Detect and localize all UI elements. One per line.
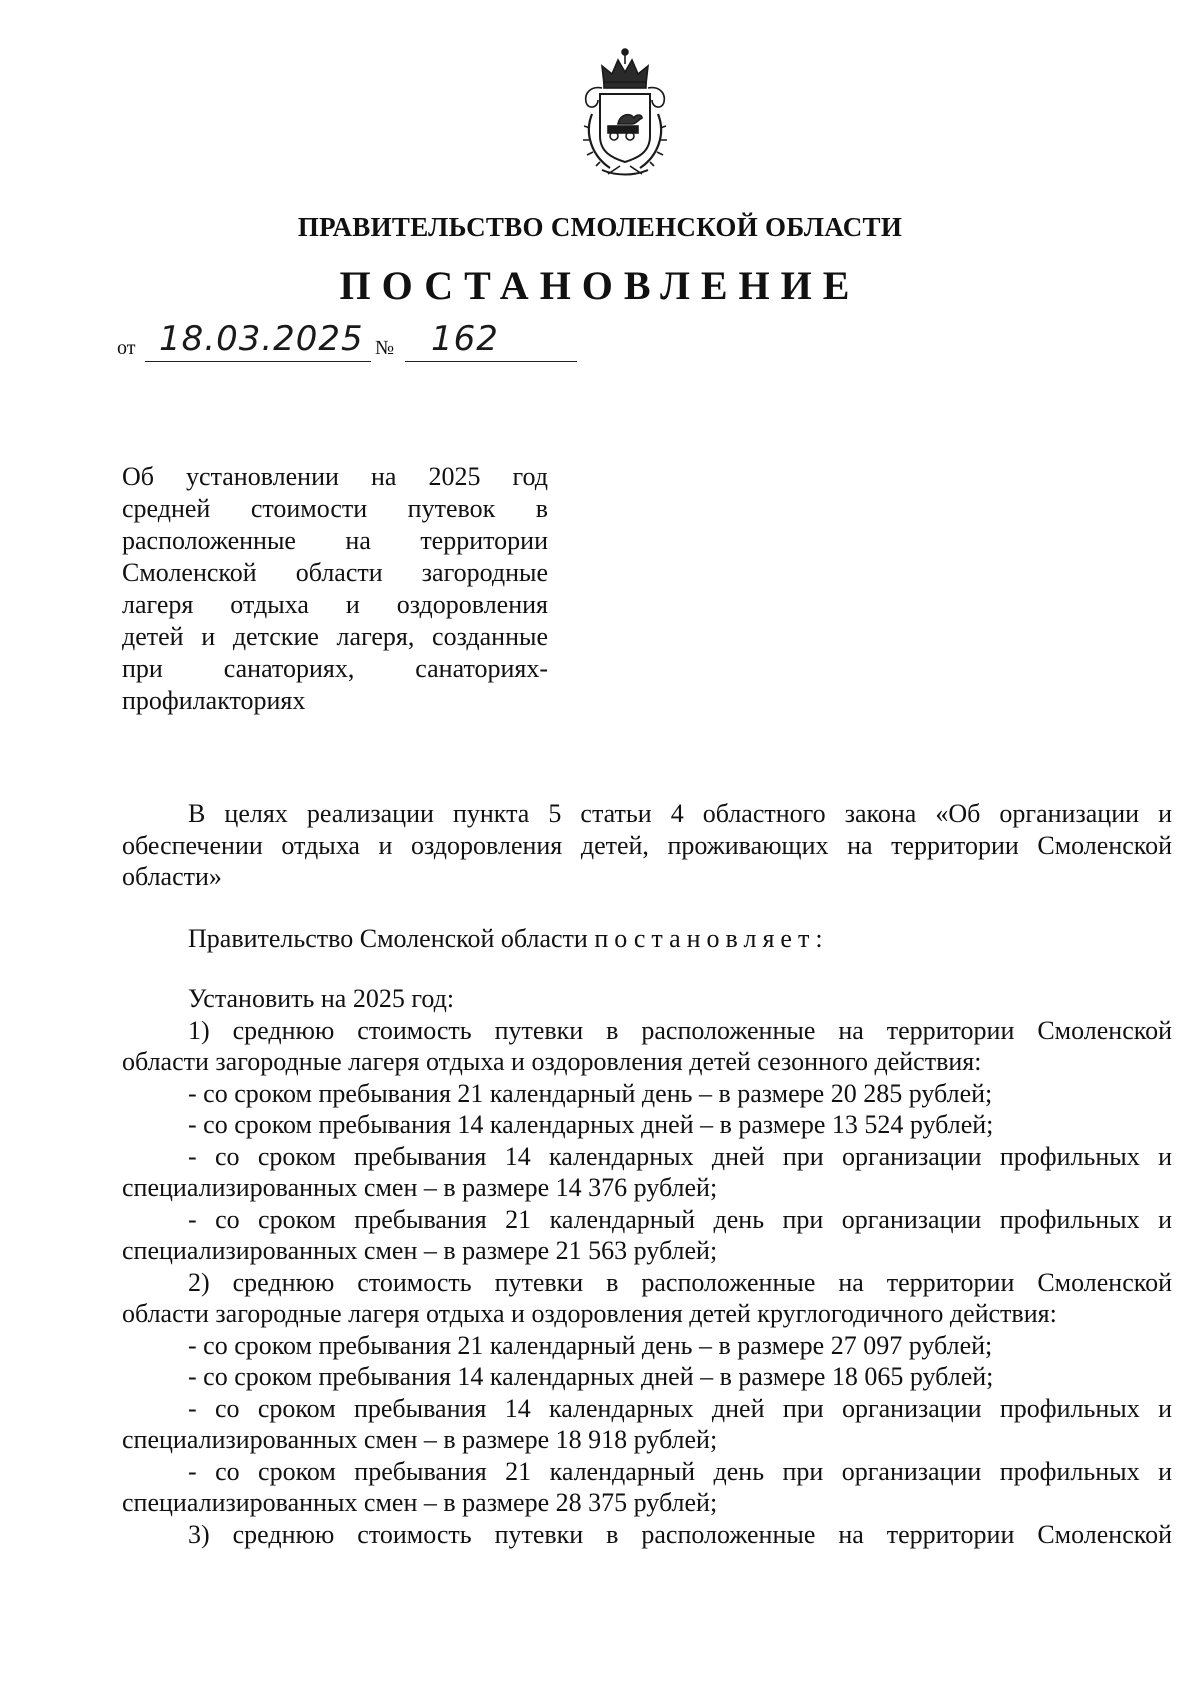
document-subject — [122, 461, 548, 717]
date-label: от — [117, 337, 136, 359]
subject-line: средней стоимости путевок в — [122, 494, 548, 523]
organization-title: ПРАВИТЕЛЬСТВО СМОЛЕНСКОЙ ОБЛАСТИ — [297, 212, 903, 242]
date-number-line — [117, 319, 577, 366]
text-line: специализированных смен – в размере 18 918 рублей; — [122, 1425, 718, 1454]
subject-line: детей и детские лагеря, созданные — [122, 622, 548, 651]
text-line: 1) среднюю стоимость путевки в расположенные на территории Смоленской — [188, 1015, 1172, 1045]
text-line: 2) среднюю стоимость путевки в расположенные на территории Смоленской — [188, 1267, 1172, 1297]
text-line: - со сроком пребывания 14 календарных дней – в размере 13 524 рублей; — [188, 1110, 994, 1139]
coat-of-arms-emblem — [562, 44, 688, 184]
text-line: области» — [122, 862, 222, 891]
subject-line: профилакториях — [122, 686, 306, 715]
document-body — [122, 798, 1172, 1550]
text-line: - со сроком пребывания 21 календарный день – в размере 20 285 рублей; — [188, 1078, 993, 1108]
document-type-title: ПОСТАНОВЛЕНИЕ — [339, 263, 861, 308]
text-line: 3) среднюю стоимость путевки в расположенные на территории Смоленской — [188, 1519, 1172, 1549]
number-label: № — [375, 337, 395, 359]
subject-line: лагеря отдыха и оздоровления — [122, 590, 548, 619]
number-value: 162 — [431, 319, 499, 359]
resolves-prefix: Правительство Смоленской области — [188, 923, 588, 953]
subject-line: при санаториях, санаториях- — [122, 654, 548, 683]
text-line: области загородные лагеря отдыха и оздоровления детей сезонного действия: — [122, 1047, 982, 1076]
number-field — [405, 321, 577, 362]
resolves-paragraph — [122, 923, 1172, 955]
preamble-paragraph — [122, 798, 1172, 893]
subject-line: Смоленской области загородные — [122, 558, 548, 587]
subject-line: Об установлении на 2025 год — [122, 462, 548, 491]
text-line: обеспечении отдыха и оздоровления детей, проживающих на территории Смоленской — [122, 830, 1172, 860]
date-value: 18.03.2025 — [159, 319, 364, 359]
text-line: Установить на 2025 год: — [188, 984, 455, 1013]
text-line: области загородные лагеря отдыха и оздоровления детей круглогодичного действия: — [122, 1299, 1057, 1328]
resolves-word: постановляет: — [594, 923, 829, 953]
text-line — [122, 923, 1172, 955]
text-line: - со сроком пребывания 21 календарный день при организации профильных и — [188, 1204, 1172, 1234]
text-line: специализированных смен – в размере 21 563 рублей; — [122, 1236, 718, 1265]
text-line: - со сроком пребывания 14 календарных дней при организации профильных и — [188, 1393, 1172, 1423]
text-line: - со сроком пребывания 14 календарных дней при организации профильных и — [188, 1141, 1172, 1171]
text-line: специализированных смен – в размере 14 376 рублей; — [122, 1173, 718, 1202]
text-line: специализированных смен – в размере 28 375 рублей; — [122, 1488, 718, 1517]
text-line: - со сроком пребывания 21 календарный день при организации профильных и — [188, 1456, 1172, 1486]
provisions — [122, 983, 1172, 1550]
subject-line: расположенные на территории — [122, 526, 548, 555]
text-line: - со сроком пребывания 21 календарный день – в размере 27 097 рублей; — [188, 1330, 993, 1360]
date-field — [145, 321, 371, 362]
text-line: В целях реализации пункта 5 статьи 4 областного закона «Об организации и — [188, 799, 1172, 828]
text-line: - со сроком пребывания 14 календарных дней – в размере 18 065 рублей; — [188, 1362, 994, 1391]
